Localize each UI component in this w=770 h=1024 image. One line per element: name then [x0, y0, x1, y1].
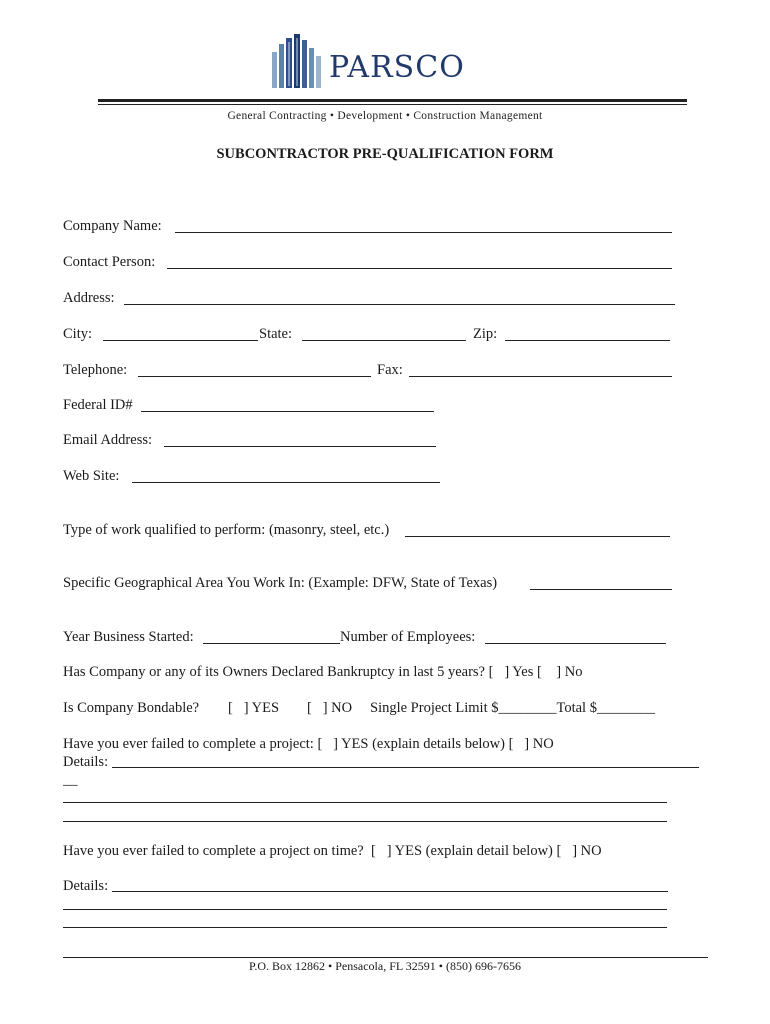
address-label: Address: [63, 290, 115, 306]
details-continuation: __ [63, 772, 78, 788]
federal-id-label: Federal ID# [63, 397, 133, 413]
company-name-field[interactable] [175, 232, 672, 233]
company-name: PARSCO [329, 50, 465, 85]
tagline: General Contracting • Development • Construction Management [227, 110, 543, 122]
building-logo-icon [270, 30, 330, 90]
city-field[interactable] [103, 340, 258, 341]
work-type-field[interactable] [405, 536, 670, 537]
zip-label: Zip: [473, 326, 498, 342]
email-field[interactable] [164, 446, 436, 447]
telephone-field[interactable] [138, 376, 371, 377]
email-label: Email Address: [63, 432, 153, 448]
footer-address: P.O. Box 12862 • Pensacola, FL 32591 • (850) 696-7656 [249, 959, 521, 973]
form-title: SUBCONTRACTOR PRE-QUALIFICATION FORM [216, 146, 554, 162]
telephone-label: Telephone: [63, 362, 128, 378]
details-label-2: Details: [63, 878, 109, 894]
work-type-label: Type of work qualified to perform: (masonry, steel, etc.) [63, 522, 390, 538]
failed-project-question[interactable]: Have you ever failed to complete a project: [ ] YES (explain details below) [ ] NO [63, 736, 554, 752]
federal-id-field[interactable] [141, 411, 434, 412]
details-field-2[interactable] [112, 891, 668, 892]
year-started-label: Year Business Started: [63, 629, 194, 645]
employees-label: Number of Employees: [340, 629, 476, 645]
zip-field[interactable] [505, 340, 670, 341]
year-started-field[interactable] [203, 643, 340, 644]
failed-on-time-question[interactable]: Have you ever failed to complete a project on time? [ ] YES (explain detail below) [ ] NO [63, 843, 602, 859]
header-rule [98, 99, 687, 102]
details-line-1b[interactable] [63, 802, 667, 803]
state-field[interactable] [302, 340, 466, 341]
header-rule-thin [98, 104, 687, 105]
city-label: City: [63, 326, 93, 342]
bankruptcy-question[interactable]: Has Company or any of its Owners Declared Bankruptcy in last 5 years? [ ] Yes [ ] No [63, 664, 583, 680]
details-line-1c[interactable] [63, 821, 667, 822]
fax-label: Fax: [377, 362, 403, 378]
website-field[interactable] [132, 482, 440, 483]
contact-person-label: Contact Person: [63, 254, 156, 270]
details-line-2b[interactable] [63, 909, 667, 910]
state-label: State: [259, 326, 293, 342]
geo-area-label: Specific Geographical Area You Work In: (Example: DFW, State of Texas) [63, 575, 498, 591]
address-field[interactable] [124, 304, 675, 305]
contact-person-field[interactable] [167, 268, 672, 269]
company-name-label: Company Name: [63, 218, 162, 234]
website-label: Web Site: [63, 468, 120, 484]
details-field-1[interactable] [112, 767, 699, 768]
bondable-label: Is Company Bondable? [63, 700, 200, 716]
employees-field[interactable] [485, 643, 666, 644]
geo-area-field[interactable] [530, 589, 672, 590]
fax-field[interactable] [409, 376, 672, 377]
bond-no-checkbox[interactable]: [ ] NO [307, 700, 353, 716]
details-label-1: Details: [63, 754, 109, 770]
details-line-2c[interactable] [63, 927, 667, 928]
bond-yes-checkbox[interactable]: [ ] YES [228, 700, 280, 716]
project-limit-field[interactable]: Single Project Limit $________Total $________ [370, 700, 655, 716]
footer-rule [63, 957, 708, 958]
